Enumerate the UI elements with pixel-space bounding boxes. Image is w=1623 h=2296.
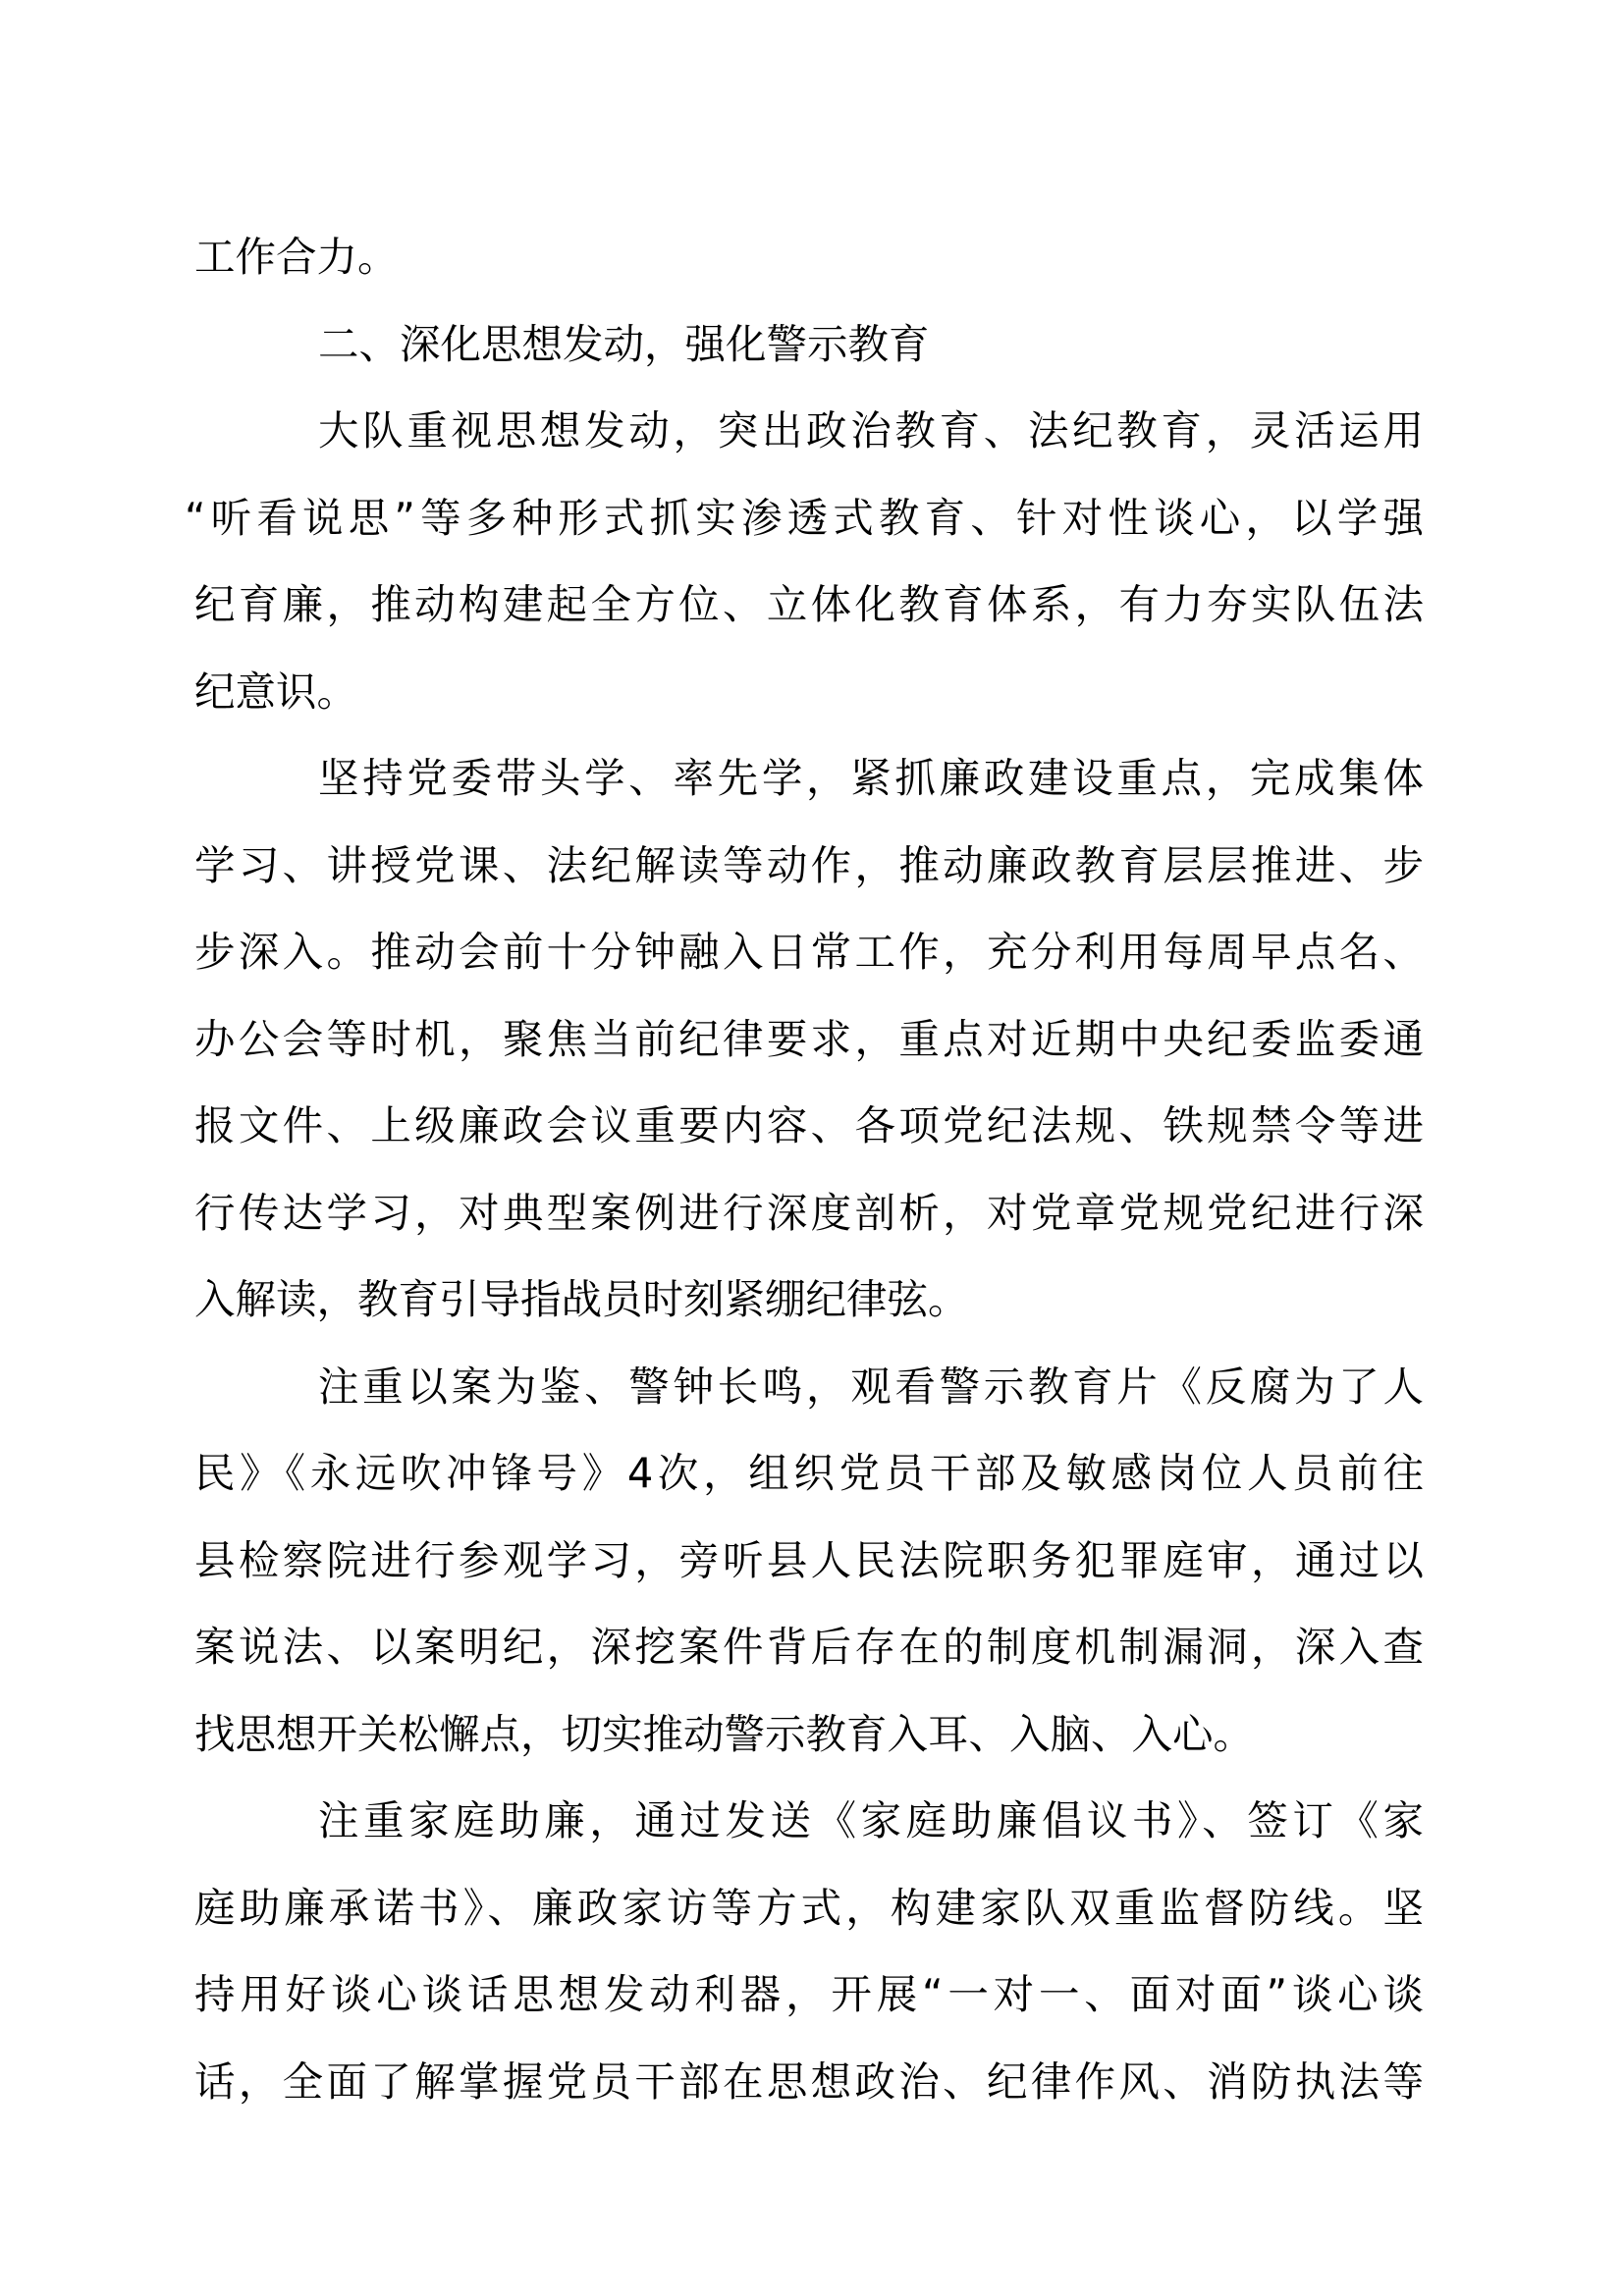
document-page bbox=[185, 214, 1424, 2125]
text-line: 庭助廉承诺书》、廉政家访等方式，构建家队双重监督防线。坚 bbox=[194, 1883, 1424, 1932]
text-line: 办公会等时机，聚焦当前纪律要求，重点对近期中央纪委监委通 bbox=[194, 1014, 1424, 1063]
text-line: 坚持党委带头学、率先学，紧抓廉政建设重点，完成集体 bbox=[318, 754, 1424, 802]
section-heading: 二、深化思想发动，强化警示教育 bbox=[318, 319, 930, 368]
text-line: 步深入。推动会前十分钟融入日常工作，充分利用每周早点名、 bbox=[194, 928, 1424, 976]
text-line: 民》《永远吹冲锋号》4次，组织党员干部及敏感岗位人员前往 bbox=[194, 1449, 1424, 1497]
text-line: 工作合力。 bbox=[194, 233, 399, 281]
text-line: 持用好谈心谈话思想发动利器，开展“一对一、面对面”谈心谈 bbox=[194, 1970, 1424, 2018]
text-line: “听看说思”等多种形式抓实渗透式教育、针对性谈心，以学强 bbox=[185, 493, 1424, 542]
text-line: 报文件、上级廉政会议重要内容、各项党纪法规、铁规禁令等进 bbox=[194, 1101, 1424, 1149]
text-line: 入解读，教育引导指战员时刻紧绷纪律弦。 bbox=[194, 1275, 969, 1323]
text-line: 行传达学习，对典型案例进行深度剖析，对党章党规党纪进行深 bbox=[194, 1188, 1424, 1237]
text-line: 纪意识。 bbox=[194, 667, 358, 716]
text-line: 案说法、以案明纪，深挖案件背后存在的制度机制漏洞，深入查 bbox=[194, 1623, 1424, 1671]
text-line: 找思想开关松懈点，切实推动警示教育入耳、入脑、入心。 bbox=[194, 1709, 1255, 1758]
text-line: 注重以案为鉴、警钟长鸣，观看警示教育片《反腐为了人 bbox=[318, 1362, 1424, 1411]
text-line: 县检察院进行参观学习，旁听县人民法院职务犯罪庭审，通过以 bbox=[194, 1535, 1424, 1584]
text-line: 注重家庭助廉，通过发送《家庭助廉倡议书》、签订《家 bbox=[318, 1796, 1424, 1844]
text-line: 纪育廉，推动构建起全方位、立体化教育体系，有力夯实队伍法 bbox=[194, 580, 1424, 628]
text-line: 学习、讲授党课、法纪解读等动作，推动廉政教育层层推进、步 bbox=[194, 840, 1424, 889]
text-line: 大队重视思想发动，突出政治教育、法纪教育，灵活运用 bbox=[318, 406, 1424, 454]
text-line: 话，全面了解掌握党员干部在思想政治、纪律作风、消防执法等 bbox=[194, 2056, 1424, 2106]
